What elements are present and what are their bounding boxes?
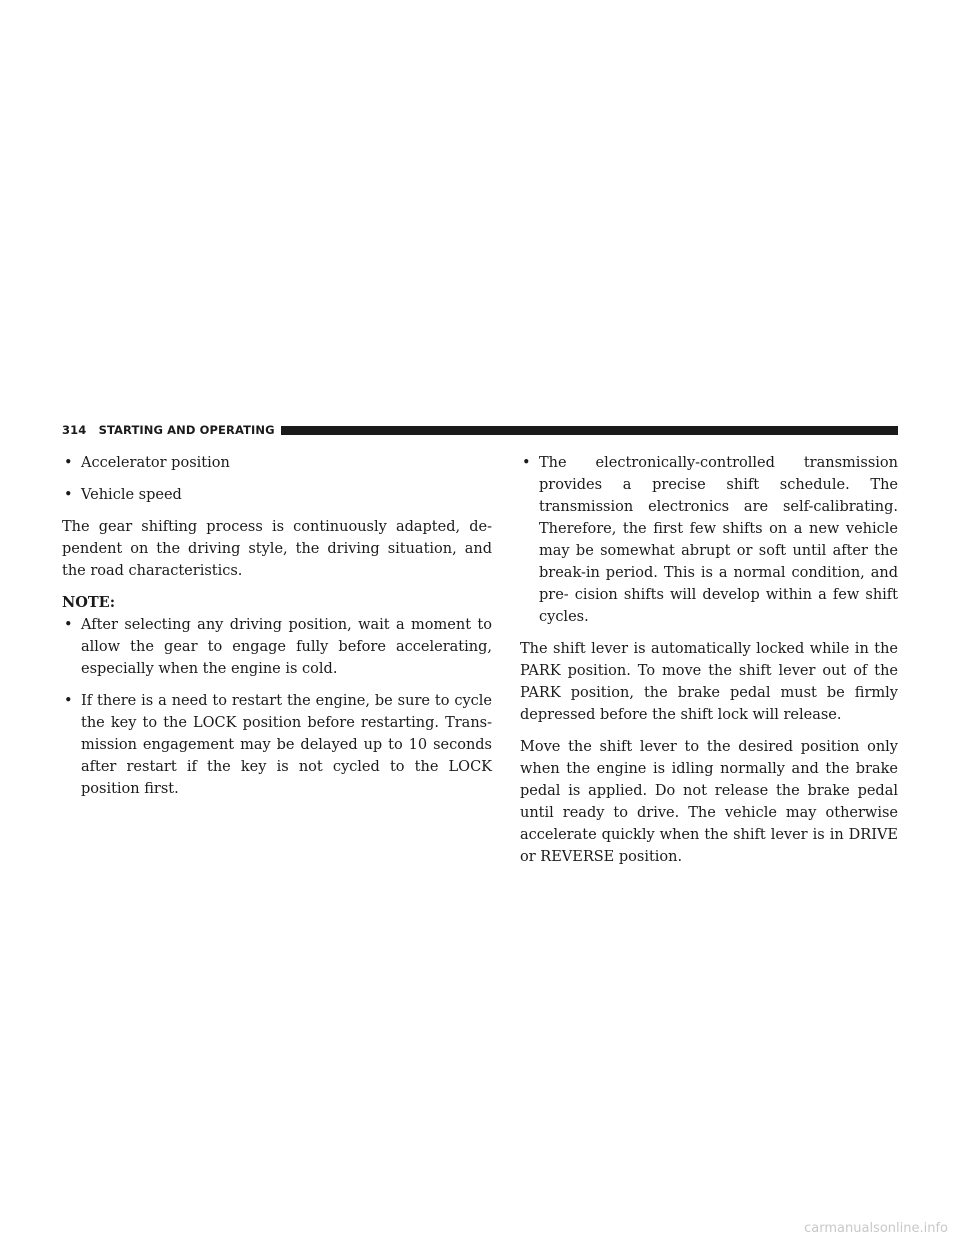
- list-item-text: The electronically-controlled transmission provides a precise shift schedule. The transmission electronics are self-calibrating. Therefore, the first few shifts on a new vehicle may be somewhat abrupt or soft until after the break-in period. This is a normal condition, and pre- cision shifts will develop within a few shift cycles.: [539, 455, 898, 625]
- bullet-icon: •: [64, 487, 73, 503]
- list-item-text: After selecting any driving position, wait a moment to allow the gear to engage fully before accelerating, especially when the engine is cold.: [81, 617, 492, 677]
- right-column: [520, 452, 898, 878]
- left-column: [62, 452, 492, 810]
- list-item: [62, 484, 492, 506]
- bullet-icon: •: [522, 455, 531, 471]
- list-item-text: Vehicle speed: [81, 487, 182, 503]
- list-item-text: Accelerator position: [81, 455, 230, 471]
- list-item: [62, 690, 492, 800]
- paragraph: The shift lever is automatically locked while in the PARK position. To move the shift lever out of the PARK position, the brake pedal must be firmly depressed before the shift lock will release.: [520, 641, 898, 723]
- watermark: carmanualsonline.info: [804, 1221, 948, 1236]
- list-item: [62, 452, 492, 474]
- bullet-icon: •: [64, 693, 73, 709]
- note-list: [62, 614, 492, 800]
- list-item-text: If there is a need to restart the engine, be sure to cycle the key to the LOCK position before restarting. Trans- mission engagement may be delayed up to 10 seconds after restart if the key is not cycled to the LOCK position first.: [81, 693, 492, 797]
- header-rule: [281, 426, 898, 435]
- note-title: NOTE:: [62, 594, 116, 611]
- paragraph: The gear shifting process is continuously adapted, de- pendent on the driving style, the driving situation, and the road characteristics.: [62, 519, 492, 579]
- page-header: [62, 422, 898, 438]
- page-header-text: 314 STARTING AND OPERATING: [62, 423, 275, 437]
- paragraph: Move the shift lever to the desired position only when the engine is idling normally and the brake pedal is applied. Do not release the brake pedal until ready to drive. The vehicle may otherwise accelerate quickly when the shift lever is in DRIVE or REVERSE position.: [520, 739, 898, 865]
- bullet-icon: •: [64, 617, 73, 633]
- bullet-icon: •: [64, 455, 73, 471]
- list-item: [62, 614, 492, 680]
- list-item: [520, 452, 898, 628]
